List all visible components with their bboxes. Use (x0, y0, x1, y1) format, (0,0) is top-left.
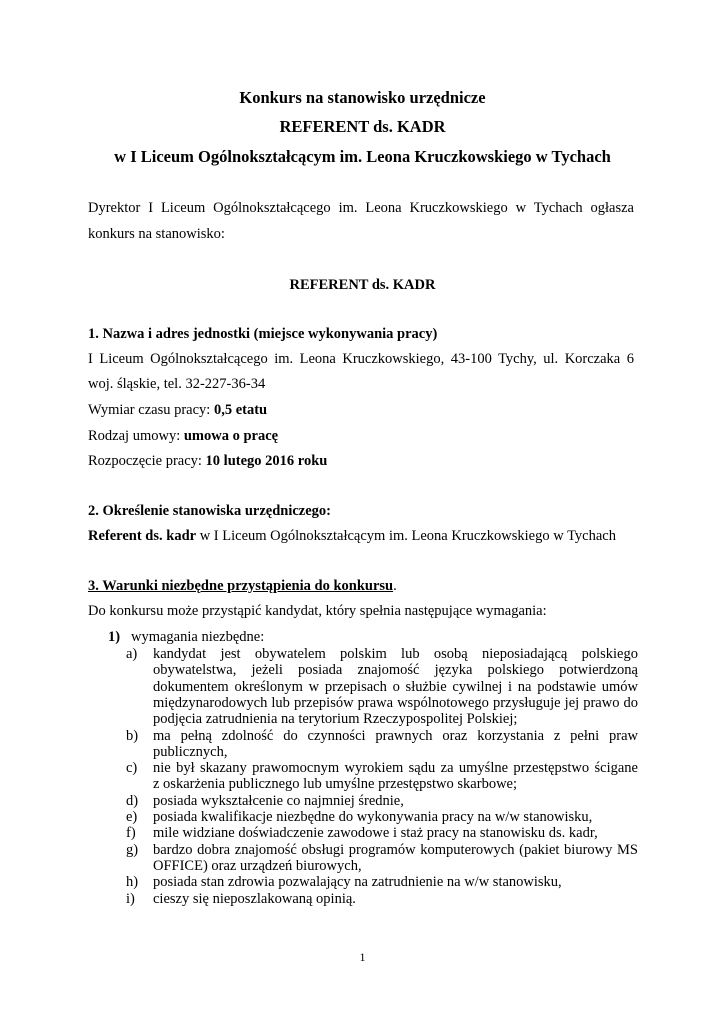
start-label: Rozpoczęcie pracy: (88, 453, 206, 469)
requirement-text (153, 809, 638, 825)
requirement-line: bardzo dobra znajomość obsługi programów komputerowych (pakiet biurowy MS (153, 841, 638, 858)
section2-rest: w I Liceum Ogólnokształcącym im. Leona Kruczkowskiego w Tychach (196, 528, 616, 544)
requirement-line: publicznych, (153, 743, 228, 760)
requirement-letter: e) (126, 809, 138, 825)
contract-row (88, 428, 634, 445)
requirement-letter: h) (126, 874, 139, 891)
requirement-line: kandydat jest obywatelem polskim lub osobą nieposiadającą polskiego (153, 646, 638, 662)
worktime-row (88, 402, 634, 419)
section3-heading (88, 578, 634, 595)
requirement-text (153, 891, 638, 907)
doc-title-line2: REFERENT ds. KADR (279, 117, 446, 136)
requirement-line: dokumentem określonym w przepisach o służbie cywilnej i na podstawie umów (153, 678, 638, 695)
requirement-line: mile widziane doświadczenie zawodowe i staż pracy na stanowisku ds. kadr, (153, 825, 598, 842)
requirement-letter: a) (126, 646, 138, 662)
position-title: REFERENT ds. KADR (289, 277, 436, 293)
requirement-letter: i) (126, 890, 135, 907)
requirement-line: posiada kwalifikacje niezbędne do wykonywania pracy na w/w stanowisku, (153, 809, 593, 825)
requirement-text (153, 728, 638, 761)
requirement-letter: d) (126, 792, 139, 809)
address-line2: woj. śląskie, tel. 32-227-36-34 (88, 376, 266, 392)
section3-heading-underlined: 3. Warunki niezbędne przystąpienia do konkursu (88, 578, 394, 594)
section1-heading: 1. Nazwa i adres jednostki (miejsce wykonywania pracy) (88, 326, 438, 342)
address-line1: I Liceum Ogólnokształcącego im. Leona Kruczkowskiego, 43-100 Tychy, ul. Korczaka 6 (88, 351, 634, 367)
worktime-label: Wymiar czasu pracy: (88, 402, 214, 418)
requirement-text (153, 646, 638, 727)
section2-heading: 2. Określenie stanowiska urzędniczego: (88, 503, 331, 519)
requirement-line: obywatelstwa, jeżeli posiada znajomość języka polskiego potwierdzoną (153, 662, 638, 679)
requirement-line: posiada wykształcenie co najmniej średnie, (153, 792, 404, 809)
worktime-value: 0,5 etatu (213, 402, 268, 418)
contract-label: Rodzaj umowy: (88, 428, 184, 444)
requirement-text (153, 874, 638, 890)
start-row (88, 453, 634, 470)
section2-body (88, 528, 634, 545)
section3-intro: Do konkursu może przystąpić kandydat, który spełnia następujące wymagania: (88, 603, 547, 619)
list-heading: wymagania niezbędne: (131, 629, 265, 645)
intro-line1: Dyrektor I Liceum Ogólnokształcącego im. Leona Kruczkowskiego w Tychach ogłasza (88, 200, 634, 216)
list-number: 1) (108, 629, 121, 645)
requirement-line: ma pełną zdolność do czynności prawnych oraz korzystania z pełni praw (153, 727, 638, 744)
requirement-letter: g) (126, 841, 139, 858)
requirement-line: międzynarodowych lub przepisów prawa wspólnotowego przysługuje jej prawo do (153, 694, 638, 711)
page-number: 1 (359, 950, 366, 964)
requirement-text (153, 760, 638, 793)
start-value: 10 lutego 2016 roku (205, 453, 328, 469)
section2-bold: Referent ds. kadr (88, 528, 197, 544)
intro-line2: konkurs na stanowisko: (88, 226, 225, 242)
section3-heading-tail: . (393, 578, 397, 594)
requirement-line: z oskarżenia publicznego lub umyślne przestępstwo skarbowe; (153, 776, 518, 793)
requirement-line: OFFICE) oraz urządzeń biurowych, (153, 857, 362, 874)
requirement-letter: c) (126, 760, 138, 777)
contract-value: umowa o pracę (183, 428, 279, 444)
doc-title-line3: w I Liceum Ogólnokształcącym im. Leona Kruczkowskiego w Tychach (114, 147, 611, 166)
requirement-line: posiada stan zdrowia pozwalający na zatrudnienie na w/w stanowisku, (153, 874, 562, 891)
requirement-letter: b) (126, 727, 139, 744)
requirement-line: nie był skazany prawomocnym wyrokiem sądu za umyślne przestępstwo ścigane (153, 760, 638, 777)
requirement-letter: f) (126, 825, 136, 842)
doc-title-line1: Konkurs na stanowisko urzędnicze (239, 88, 486, 107)
requirement-line: cieszy się nieposzlakowaną opinią. (153, 890, 356, 907)
requirement-text (153, 825, 638, 841)
requirement-line: podjęcia zatrudnienia na terytorium Rzeczypospolitej Polskiej; (153, 711, 518, 728)
requirement-text (153, 793, 638, 809)
requirement-text (153, 842, 638, 875)
